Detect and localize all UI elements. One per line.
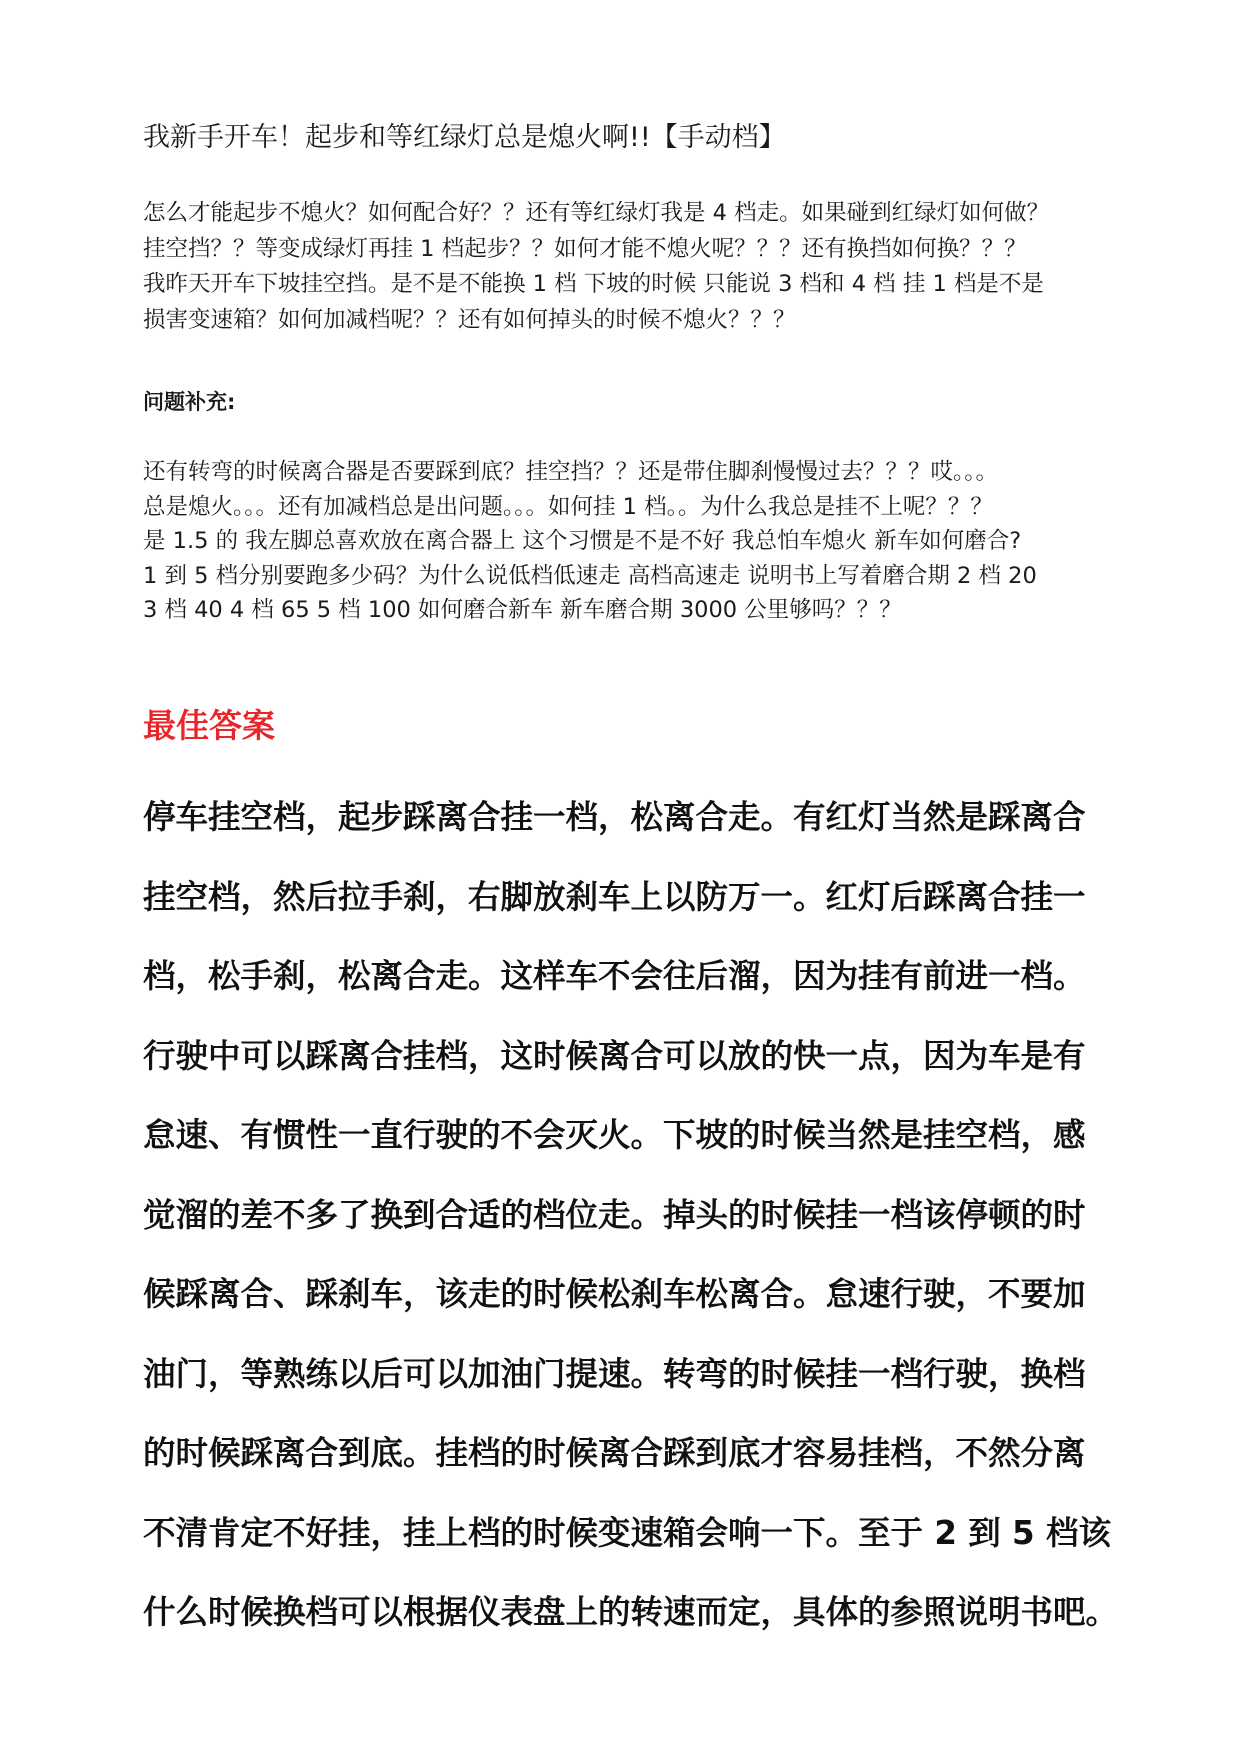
answer-line: 挂空档，然后拉手刹，右脚放刹车上以防万一。红灯后踩离合挂一 bbox=[143, 877, 1086, 916]
question-line: 怎么才能起步不熄火？如何配合好？？还有等红绿灯我是 4 档走。如果碰到红绿灯如何做？ bbox=[143, 200, 1050, 226]
supplement-line: 3 档 40 4 档 65 5 档 100 如何磨合新车 新车磨合期 3000 公里够吗？？？ bbox=[143, 597, 902, 623]
answer-line: 停车挂空档，起步踩离合挂一档，松离合走。有红灯当然是踩离合 bbox=[143, 798, 1086, 836]
supplement-body bbox=[143, 455, 1153, 628]
answer-line: 油门，等熟练以后可以加油门提速。转弯的时候挂一档行驶，换档 bbox=[143, 1354, 1086, 1393]
answer-line: 怠速、有惯性一直行驶的不会灭火。下坡的时候当然是挂空档，感 bbox=[143, 1116, 1086, 1154]
supplement-line: 1 到 5 档分别要跑多少码？为什么说低档低速走 高档高速走 说明书上写着磨合期 2 档 20 bbox=[143, 562, 1037, 589]
supplement-line: 是 1.5 的 我左脚总喜欢放在离合器上 这个习惯是不是不好 我总怕车熄火 新车如何磨合? bbox=[143, 528, 1022, 554]
supplement-label: 问题补充: bbox=[143, 390, 236, 414]
answer-line: 档，松手刹，松离合走。这样车不会往后溜，因为挂有前进一档。 bbox=[143, 957, 1086, 995]
answer-line: 不清肯定不好挂，挂上档的时候变速箱会响一下。至于 2 到 5 档该 bbox=[143, 1513, 1111, 1552]
question-line: 挂空挡？？等变成绿灯再挂 1 档起步？？如何才能不熄火呢？？？还有换挡如何换？？？ bbox=[143, 235, 1027, 262]
question-line: 我昨天开车下坡挂空挡。是不是不能换 1 档 下坡的时候 只能说 3 档和 4 档 挂 1 档是不是 bbox=[143, 271, 1044, 297]
answer-line: 的时候踩离合到底。挂档的时候离合踩到底才容易挂档，不然分离 bbox=[143, 1434, 1086, 1472]
best-answer-heading: 最佳答案 bbox=[143, 706, 275, 745]
answer-line: 候踩离合、踩刹车，该走的时候松刹车松离合。怠速行驶，不要加 bbox=[143, 1275, 1086, 1313]
best-answer-body bbox=[143, 778, 1153, 1653]
question-line: 损害变速箱？如何加减档呢？？还有如何掉头的时候不熄火？？？ bbox=[143, 306, 796, 333]
question-body bbox=[143, 196, 1153, 338]
answer-line: 行驶中可以踩离合挂档，这时候离合可以放的快一点，因为车是有 bbox=[143, 1036, 1086, 1075]
supplement-line: 还有转弯的时候离合器是否要踩到底？挂空挡？？还是带住脚刹慢慢过去？？？哎。。。 bbox=[143, 459, 999, 485]
answer-line: 觉溜的差不多了换到合适的档位走。掉头的时候挂一档该停顿的时 bbox=[143, 1195, 1086, 1234]
supplement-line: 总是熄火。。。还有加减档总是出问题。。。如何挂 1 档。。为什么我总是挂不上呢？？？ bbox=[143, 493, 993, 520]
answer-line: 什么时候换档可以根据仪表盘上的转速而定，具体的参照说明书吧。 bbox=[143, 1593, 1119, 1631]
question-title: 我新手开车！起步和等红绿灯总是熄火啊!!【手动档】 bbox=[143, 122, 786, 153]
